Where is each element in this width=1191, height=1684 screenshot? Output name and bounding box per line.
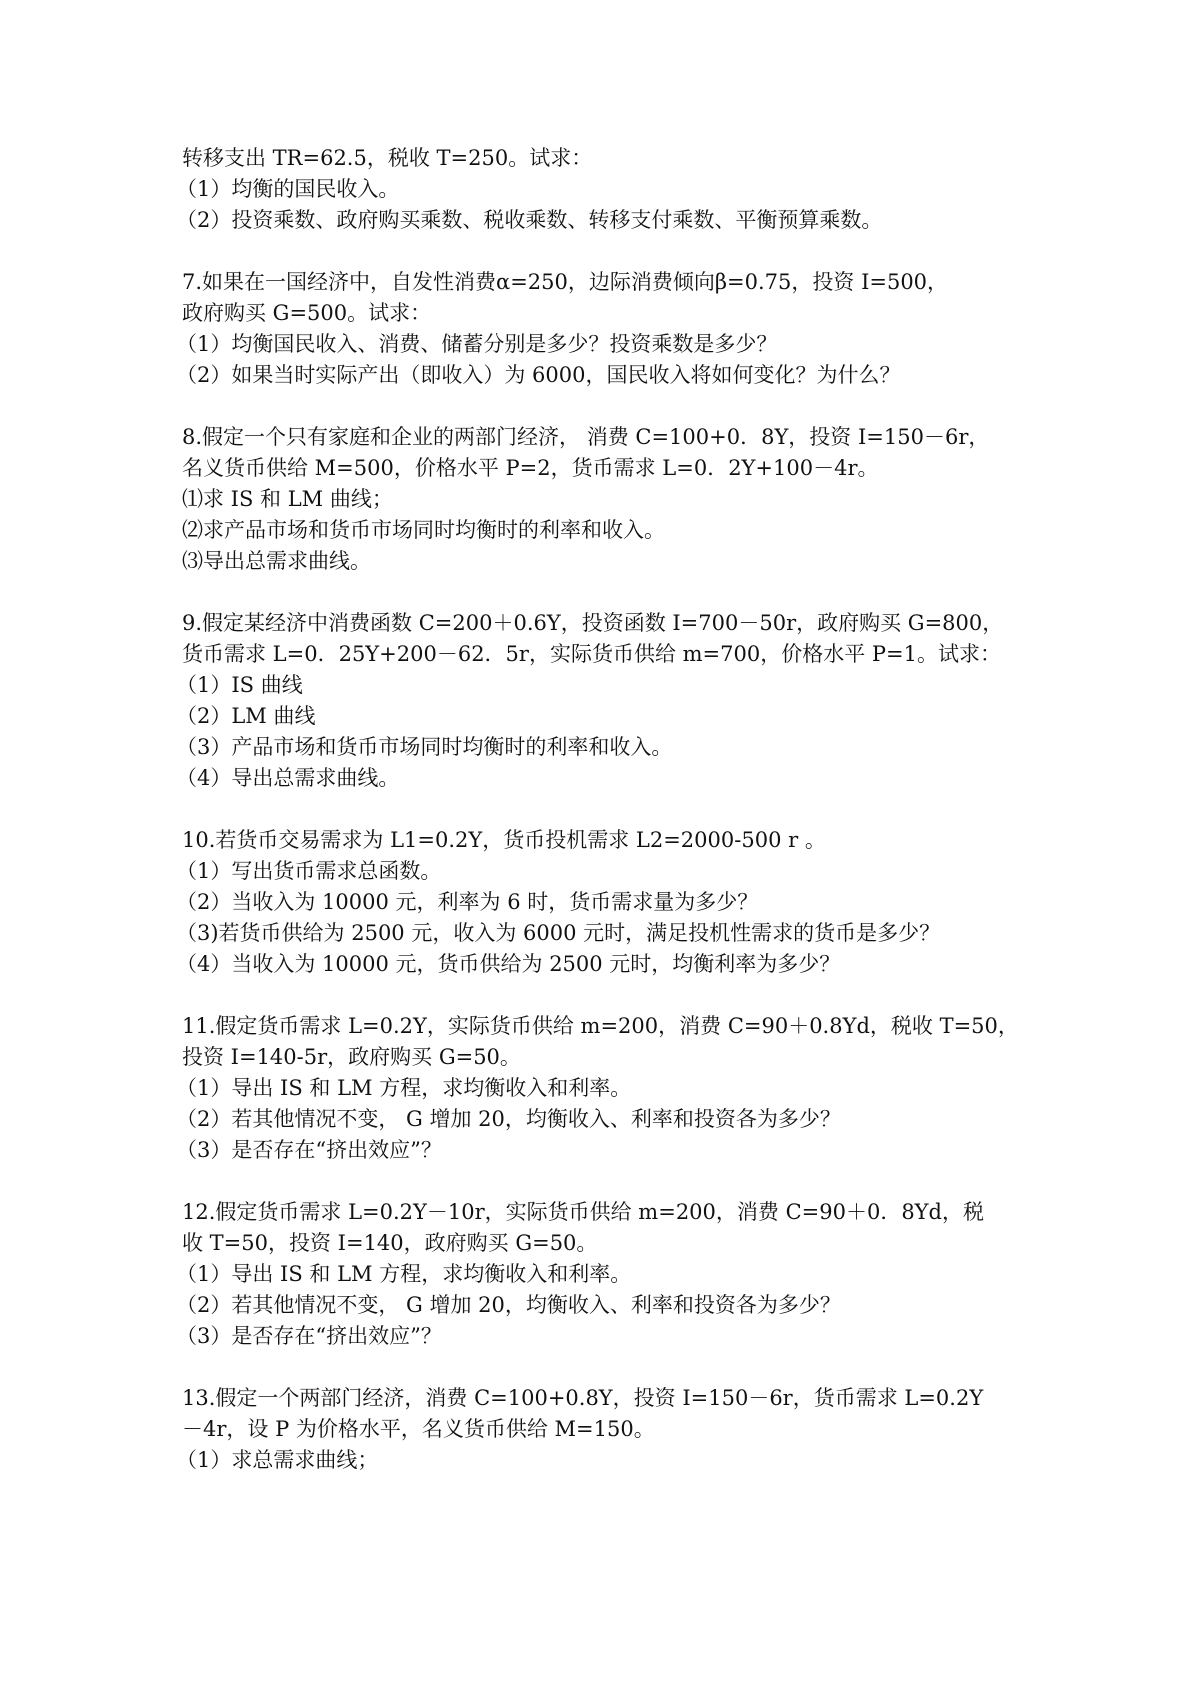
text-line: 转移支出 TR=62.5，税收 T=250。试求： [182, 146, 593, 170]
text-line: 9.假定某经济中消费函数 C=200＋0.6Y，投资函数 I=700－50r，政府购买 G=800， [182, 611, 1004, 635]
text-line: （3）产品市场和货币市场同时均衡时的利率和收入。 [176, 735, 673, 759]
text-line: （2）当收入为 10000 元，利率为 6 时，货币需求量为多少？ [176, 890, 759, 914]
text-line: （1）均衡的国民收入。 [176, 177, 400, 201]
text-line: （1）导出 IS 和 LM 方程，求均衡收入和利率。 [176, 1076, 632, 1100]
text-line: 投资 I=140-5r，政府购买 G=50。 [182, 1045, 521, 1069]
text-line: （2）若其他情况不变， G 增加 20，均衡收入、利率和投资各为多少？ [176, 1293, 841, 1317]
question-11 [176, 1011, 1022, 1166]
text-line: ⑵求产品市场和货币市场同时均衡时的利率和收入。 [182, 518, 665, 542]
text-line: ⑴求 IS 和 LM 曲线； [182, 487, 393, 511]
text-line: 政府购买 G=500。试求： [182, 301, 432, 325]
text-line: （2）若其他情况不变， G 增加 20，均衡收入、利率和投资各为多少？ [176, 1107, 841, 1131]
text-line: 11.假定货币需求 L=0.2Y，实际货币供给 m=200，消费 C=90＋0.8Yd，税收 T=50， [182, 1014, 1019, 1038]
text-line: （2）投资乘数、政府购买乘数、税收乘数、转移支付乘数、平衡预算乘数。 [176, 208, 883, 232]
text-line: （1）均衡国民收入、消费、储蓄分别是多少？投资乘数是多少？ [176, 332, 778, 356]
text-line: 10.若货币交易需求为 L1=0.2Y，货币投机需求 L2=2000-500 r 。 [182, 828, 826, 852]
text-line: 货币需求 L=0．25Y+200－62．5r，实际货币供给 m=700，价格水平 P=1。试求： [182, 642, 1001, 666]
question-6-continued [176, 143, 1022, 236]
text-line: （1）写出货币需求总函数。 [176, 859, 442, 883]
text-line: （2）如果当时实际产出（即收入）为 6000，国民收入将如何变化？为什么？ [176, 363, 901, 387]
text-line: 8.假定一个只有家庭和企业的两部门经济， 消费 C=100+0．8Y，投资 I=150－6r， [182, 425, 990, 449]
text-line: （1）导出 IS 和 LM 方程，求均衡收入和利率。 [176, 1262, 632, 1286]
text-line: ⑶导出总需求曲线。 [182, 549, 371, 573]
question-10 [176, 825, 1022, 980]
question-13 [176, 1383, 1022, 1476]
text-line: 13.假定一个两部门经济，消费 C=100+0.8Y，投资 I=150－6r，货币需求 L=0.2Y [182, 1386, 984, 1410]
question-12 [176, 1197, 1022, 1352]
text-line: 收 T=50，投资 I=140，政府购买 G=50。 [182, 1231, 598, 1255]
text-line: （1）求总需求曲线； [176, 1448, 379, 1472]
text-line: （3）是否存在“挤出效应”？ [176, 1138, 442, 1162]
text-line: －4r，设 P 为价格水平，名义货币供给 M=150。 [182, 1417, 655, 1441]
text-line: （1）IS 曲线 [176, 673, 303, 697]
text-line: （4）当收入为 10000 元，货币供给为 2500 元时，均衡利率为多少？ [176, 952, 841, 976]
text-line: （3）是否存在“挤出效应”？ [176, 1324, 442, 1348]
text-line: （4）导出总需求曲线。 [176, 766, 400, 790]
document-body [176, 143, 1022, 1507]
text-line: （3)若货币供给为 2500 元，收入为 6000 元时，满足投机性需求的货币是多少？ [176, 921, 941, 945]
text-line: 12.假定货币需求 L=0.2Y－10r，实际货币供给 m=200，消费 C=90＋0．8Yd，税 [182, 1200, 984, 1224]
question-9 [176, 608, 1022, 794]
question-7 [176, 267, 1022, 391]
text-line: 名义货币供给 M=500，价格水平 P=2，货币需求 L=0．2Y+100－4r。 [182, 456, 879, 480]
text-line: 7.如果在一国经济中，自发性消费α=250，边际消费倾向β=0.75，投资 I=500， [182, 270, 949, 294]
text-line: （2）LM 曲线 [176, 704, 316, 728]
question-8 [182, 422, 1022, 577]
